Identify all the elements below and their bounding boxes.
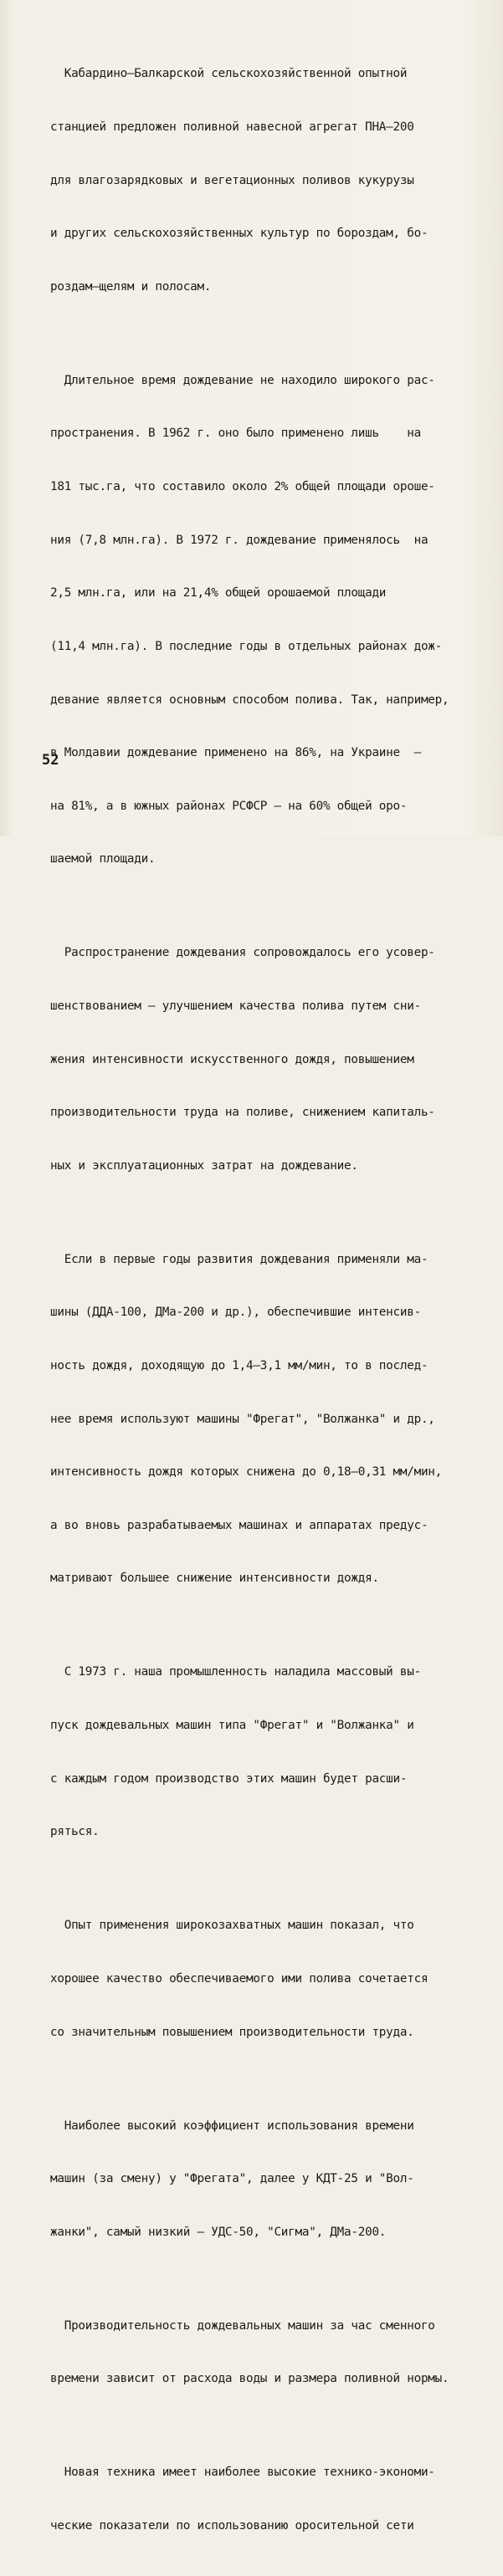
text-line: роздам–щелям и полосам. xyxy=(50,279,212,294)
text-line: для влагозарядковых и вегетационных поливов кукурузы xyxy=(50,173,414,187)
text-line: Длительное время дождевание не находило широкого рас- xyxy=(50,373,435,387)
text-line: шенствованием – улучшением качества полива путем сни- xyxy=(50,999,421,1013)
text-line: нее время используют машины "Фрегат", "Волжанка" и др., xyxy=(50,1412,435,1426)
text-line: матривают большее снижение интенсивности дождя. xyxy=(50,1572,379,1586)
paragraph-8 xyxy=(50,2282,487,2424)
text-line: девание является основным способом полива. Так, например, xyxy=(50,693,449,707)
text-line: а во вновь разрабатываемых машинах и аппаратах предус- xyxy=(50,1518,429,1532)
page-number: 52 xyxy=(42,752,59,769)
text-line: Наиболее высокий коэффициент использования времени xyxy=(50,2119,414,2133)
text-line: ния (7,8 млн.га). В 1972 г. дождевание применялось на xyxy=(50,533,429,547)
text-line: шаемой площади. xyxy=(50,852,156,866)
text-line: времени зависит от расхода воды и размера поливной нормы. xyxy=(50,2372,449,2386)
text-line: Кабардино–Балкарской сельскохозяйственной опытной xyxy=(50,67,408,81)
text-line: Если в первые годы развития дождевания применяли ма- xyxy=(50,1252,429,1266)
text-line: С 1973 г. наша промышленность наладила массовый вы- xyxy=(50,1665,421,1679)
paragraph-7 xyxy=(50,2082,487,2277)
paragraph-4 xyxy=(50,1215,487,1623)
paragraph-1 xyxy=(50,30,487,331)
text-line: и других сельскохозяйственных культур по бороздам, бо- xyxy=(50,227,429,241)
paragraph-3 xyxy=(50,909,487,1210)
text-line: Новая техника имеет наиболее высокие технико-экономи- xyxy=(50,2466,435,2480)
text-line: ряться. xyxy=(50,1825,100,1839)
paragraph-6 xyxy=(50,1882,487,2077)
body-text xyxy=(50,30,487,2576)
text-line: жения интенсивности искусственного дождя, повышением xyxy=(50,1052,414,1066)
text-line: пространения. В 1962 г. оно было применено лишь на xyxy=(50,427,421,441)
text-line: 181 тыс.га, что составило около 2% общей площади ороше- xyxy=(50,480,435,494)
text-line: жанки", самый низкий – УДС-50, "Сигма", ДМа-200. xyxy=(50,2225,387,2239)
paragraph-2 xyxy=(50,336,487,904)
text-line: ческие показатели по использованию оросительной сети xyxy=(50,2519,414,2533)
text-line: машин (за смену) у "Фрегата", далее у КДТ-25 и "Вол- xyxy=(50,2172,414,2186)
text-line: ность дождя, доходящую до 1,4–3,1 мм/мин, то в послед- xyxy=(50,1359,429,1373)
text-line: производительности труда на поливе, снижением капиталь- xyxy=(50,1106,435,1120)
text-line: с каждым годом производство этих машин будет расши- xyxy=(50,1771,408,1786)
paragraph-9 xyxy=(50,2429,487,2571)
text-line: ных и эксплуатационных затрат на дождевание. xyxy=(50,1158,358,1173)
text-line: Опыт применения широкозахватных машин показал, что xyxy=(50,1919,414,1933)
text-line: станцией предложен поливной навесной агрегат ПНА–200 xyxy=(50,120,414,135)
text-line: со значительным повышением производительности труда. xyxy=(50,2025,414,2039)
paragraph-5 xyxy=(50,1628,487,1877)
text-line: пуск дождевальных машин типа "Фрегат" и "Волжанка" и xyxy=(50,1719,414,1733)
text-line: интенсивность дождя которых снижена до 0,18–0,31 мм/мин, xyxy=(50,1465,443,1480)
text-line: в Молдавии дождевание применено на 86%, на Украине – xyxy=(50,746,421,760)
text-line: хорошее качество обеспечиваемого ими полива сочетается xyxy=(50,1971,429,1986)
text-line: Производительность дождевальных машин за час сменного xyxy=(50,2318,435,2333)
text-line: на 81%, а в южных районах РСФСР – на 60% общей оро- xyxy=(50,799,408,813)
text-line: 2,5 млн.га, или на 21,4% общей орошаемой площади xyxy=(50,586,387,601)
text-line: шины (ДДА-100, ДМа-200 и др.), обеспечившие интенсив- xyxy=(50,1306,421,1320)
text-line: Распространение дождевания сопровождалось его усовер- xyxy=(50,946,435,960)
text-line: (11,4 млн.га). В последние годы в отдельных районах дож- xyxy=(50,639,443,653)
